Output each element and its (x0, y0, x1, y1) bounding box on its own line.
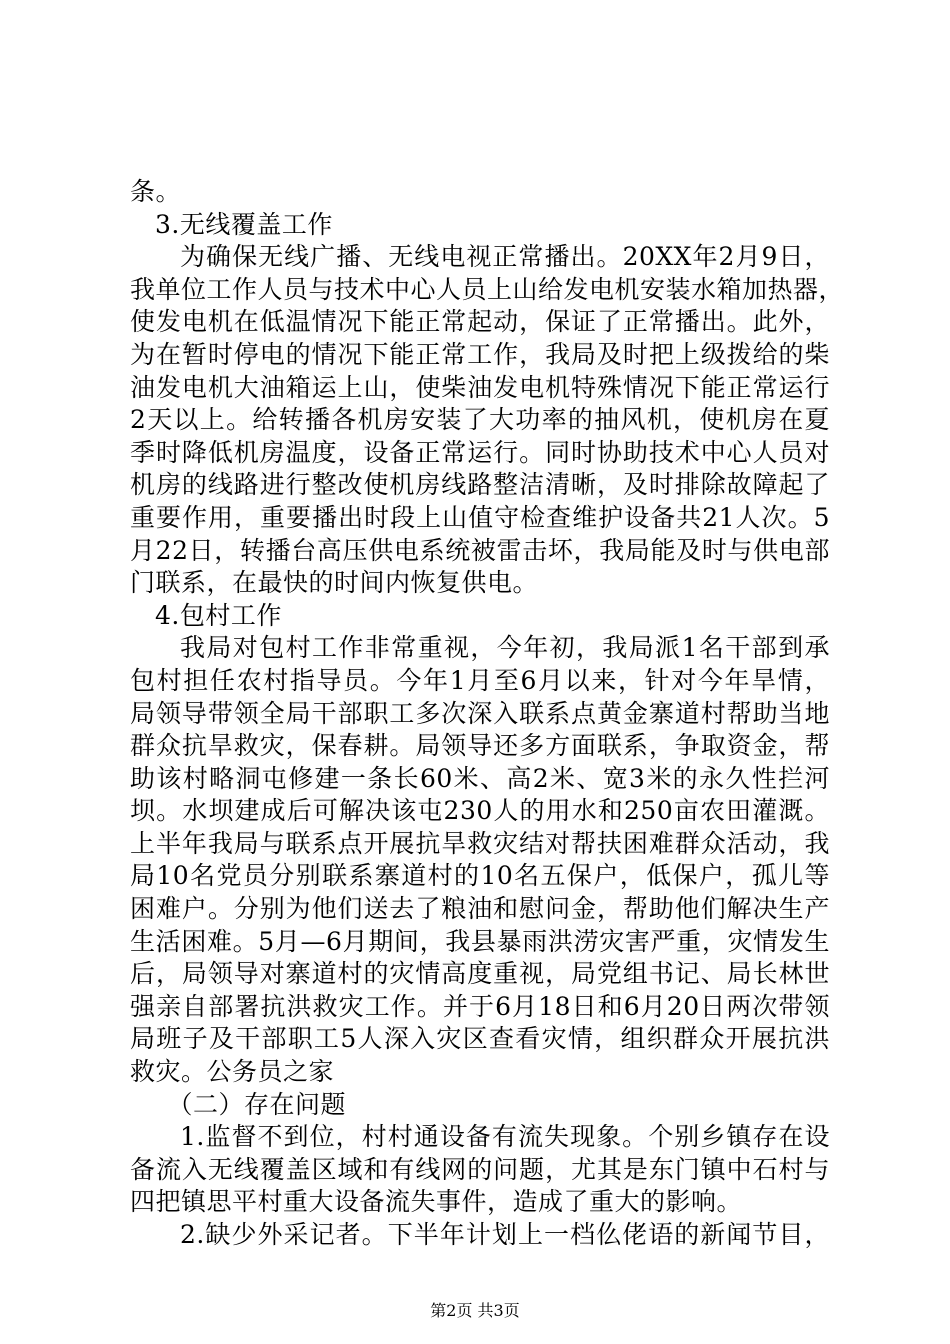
text-line: 群众抗旱救灾，保春耕。局领导还多方面联系，争取资金，帮 (130, 731, 830, 761)
text-line: 油发电机大油箱运上山，使柴油发电机特殊情况下能正常运行 (130, 372, 830, 402)
text-line: 重要作用，重要播出时段上山值守检查维护设备共21人次。5 (130, 502, 830, 532)
text-line: 困难户。分别为他们送去了粮油和慰问金，帮助他们解决生产 (130, 894, 830, 924)
text-line: 强亲自部署抗洪救灾工作。并于6月18日和6月20日两次带领 (130, 991, 830, 1021)
text-line: 门联系，在最快的时间内恢复供电。 (130, 568, 539, 598)
text-line: 坝。水坝建成后可解决该屯230人的用水和250亩农田灌溉。 (130, 796, 830, 826)
text-line: 2.缺少外采记者。下半年计划上一档仫佬语的新闻节目， (180, 1220, 830, 1249)
text-line: 局班子及干部职工5人深入灾区查看灾情，组织群众开展抗洪 (130, 1024, 830, 1054)
text-line: 上半年我局与联系点开展抗旱救灾结对帮扶困难群众活动，我 (130, 828, 830, 858)
text-line: 包村担任农村指导员。今年1月至6月以来，针对今年旱情， (130, 665, 830, 695)
text-line: 3.无线覆盖工作 (155, 209, 333, 239)
text-line: 备流入无线覆盖区域和有线网的问题，尤其是东门镇中石村与 (130, 1154, 830, 1184)
text-line: 使发电机在低温情况下能正常起动，保证了正常播出。此外， (130, 307, 830, 337)
page-footer: 第2页 共3页 (430, 1301, 520, 1320)
text-line: 月22日，转播台高压供电系统被雷击坏，我局能及时与供电部 (130, 535, 830, 565)
text-line: 4.包村工作 (155, 600, 282, 630)
text-line: 1.监督不到位，村村通设备有流失现象。个别乡镇存在设 (180, 1122, 830, 1152)
text-line: 我局对包村工作非常重视，今年初，我局派1名干部到承 (180, 633, 830, 663)
text-line: 为在暂时停电的情况下能正常工作，我局及时把上级拨给的柴 (130, 339, 830, 369)
text-line: 四把镇思平村重大设备流失事件，造成了重大的影响。 (130, 1187, 743, 1217)
text-line: 我单位工作人员与技术中心人员上山给发电机安装水箱加热器， (130, 274, 845, 304)
text-line: 条。 (130, 177, 182, 206)
text-line: 为确保无线广播、无线电视正常播出。20XX年2月9日， (180, 242, 830, 272)
text-line: （二）存在问题 (167, 1089, 347, 1119)
text-line: 救灾。公务员之家 (130, 1057, 335, 1087)
text-line: 后，局领导对寨道村的灾情高度重视，局党组书记、局长林世 (130, 959, 830, 989)
document-body (130, 176, 845, 1252)
text-line: 助该村略洞屯修建一条长60米、高2米、宽3米的永久性拦河 (130, 763, 830, 793)
text-line: 季时降低机房温度，设备正常运行。同时协助技术中心人员对 (130, 437, 830, 467)
text-line: 局领导带领全局干部职工多次深入联系点黄金寨道村帮助当地 (130, 698, 830, 728)
text-line: 机房的线路进行整改使机房线路整洁清晰，及时排除故障起了 (130, 470, 830, 500)
text-line: 2天以上。给转播各机房安装了大功率的抽风机，使机房在夏 (130, 405, 830, 435)
text-line: 生活困难。5月—6月期间，我县暴雨洪涝灾害严重，灾情发生 (130, 926, 830, 956)
text-line: 局10名党员分别联系寨道村的10名五保户，低保户，孤儿等 (130, 861, 830, 891)
